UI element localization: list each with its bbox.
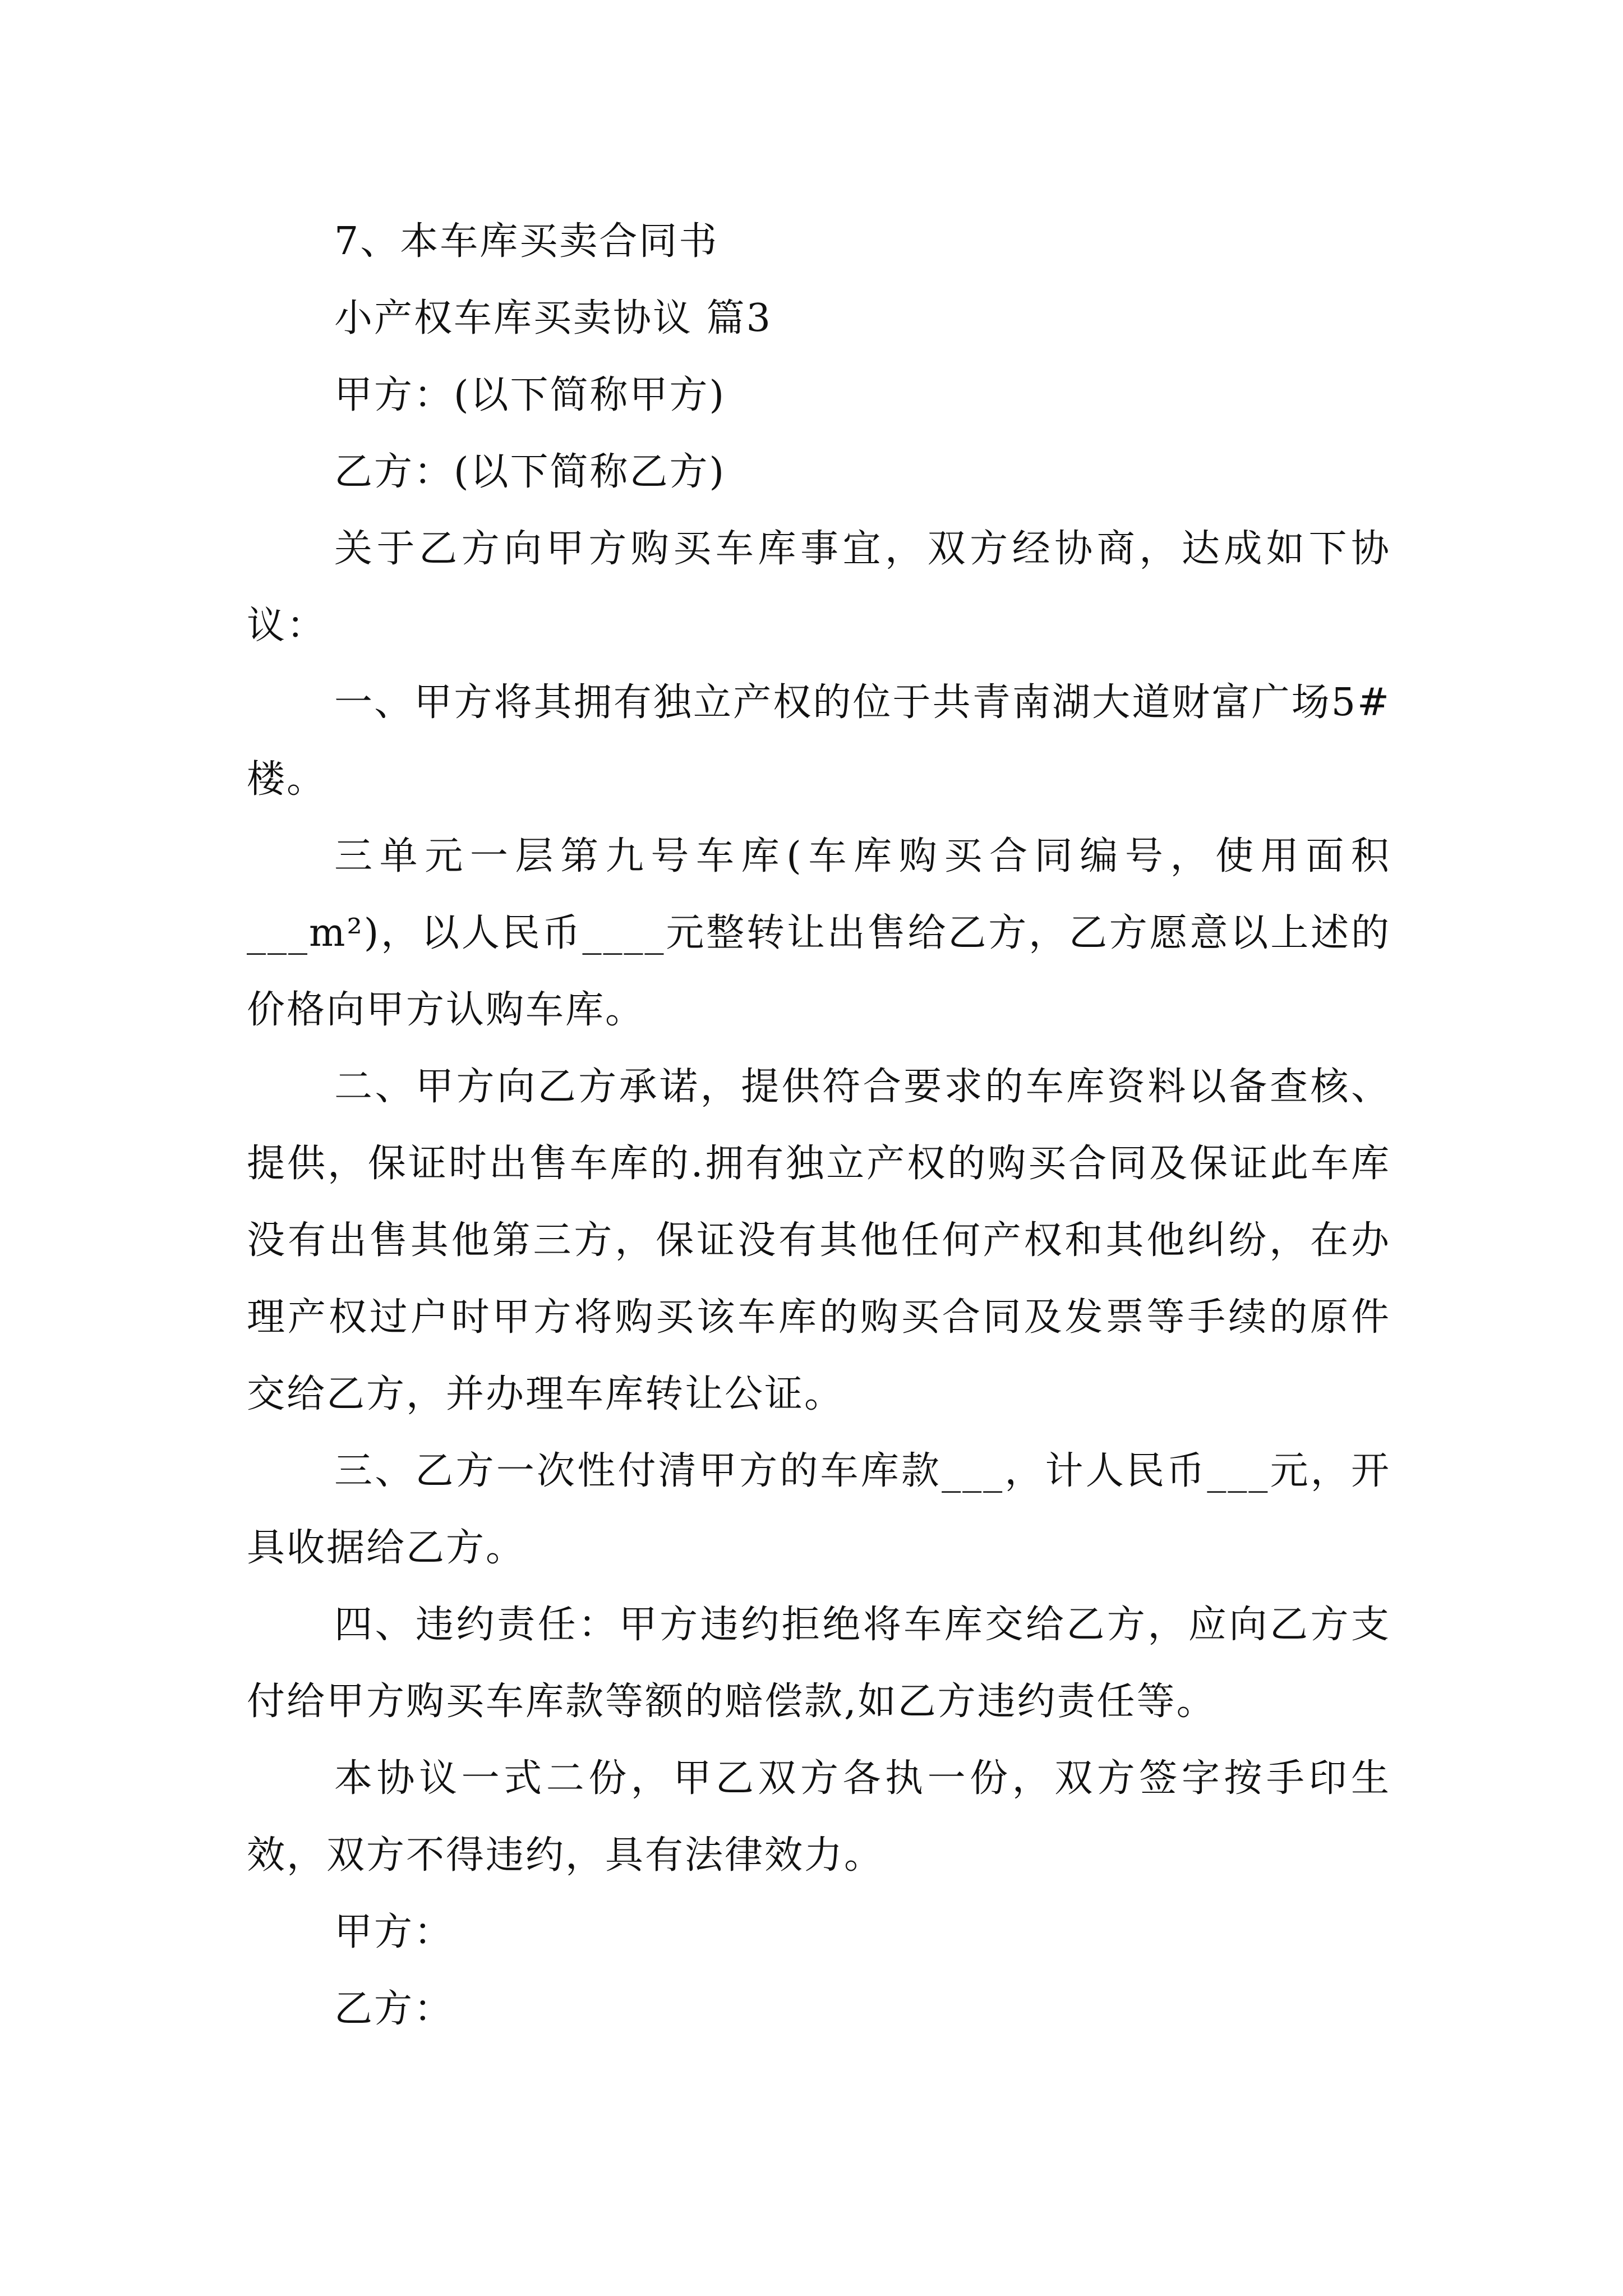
list-item-contract-title: 7、本车库买卖合同书	[334, 219, 719, 264]
section-heading: 小产权车库买卖协议 篇3	[334, 296, 772, 341]
signature-party-b: 乙方：	[334, 1987, 454, 2031]
party-a-line: 甲方：(以下简称甲方)	[334, 373, 726, 417]
clause-four: 四、违约责任：甲方违约拒绝将车库交给乙方，应向乙方支付给甲方购买车库款等额的赔偿款,如乙方违约责任等。	[247, 1603, 1391, 1724]
party-b-line: 乙方：(以下简称乙方)	[334, 450, 726, 494]
intro-paragraph: 关于乙方向甲方购买车库事宜，双方经协商，达成如下协议：	[247, 527, 1391, 648]
clause-one-continued: 三单元一层第九号车库(车库购买合同编号，使用面积___m²)，以人民币____元整转让出售给乙方，乙方愿意以上述的价格向甲方认购车库。	[247, 834, 1391, 1032]
clause-two: 二、甲方向乙方承诺，提供符合要求的车库资料以备查核、提供，保证时出售车库的.拥有独立产权的购买合同及保证此车库没有出售其他第三方，保证没有其他任何产权和其他纠纷，在办理产权过户时甲方将购买该车库的购买合同及发票等手续的原件交给乙方，并办理车库转让公证。	[247, 1065, 1391, 1416]
signature-party-a: 甲方：	[334, 1910, 454, 1954]
clause-one: 一、甲方将其拥有独立产权的位于共青南湖大道财富广场5#楼。	[247, 680, 1391, 802]
closing-paragraph: 本协议一式二份，甲乙双方各执一份，双方签字按手印生效，双方不得违约，具有法律效力。	[247, 1756, 1391, 1878]
document-body	[247, 203, 1391, 2047]
clause-three: 三、乙方一次性付清甲方的车库款___，计人民币___元，开具收据给乙方。	[247, 1449, 1391, 1570]
